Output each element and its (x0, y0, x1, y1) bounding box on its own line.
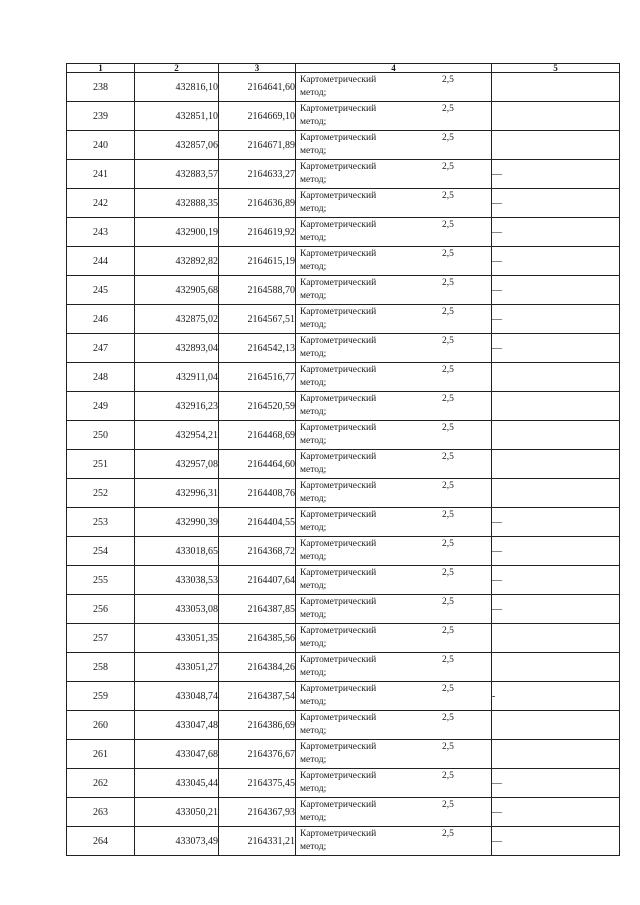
accuracy-value: 2,5 (442, 742, 454, 752)
coord-y: 2164376,67 (219, 740, 296, 769)
accuracy-value: 2,5 (442, 104, 454, 114)
point-number: 257 (67, 624, 135, 653)
note-cell: — (492, 218, 620, 247)
method-text: Картометрический метод; (300, 568, 377, 591)
method-cell (296, 450, 492, 479)
note-cell: — (492, 508, 620, 537)
coord-x: 433018,65 (135, 537, 219, 566)
method-cell (296, 595, 492, 624)
coord-y: 2164669,10 (219, 102, 296, 131)
header-col-2: 2 (135, 64, 219, 73)
coord-y: 2164671,89 (219, 131, 296, 160)
coord-x: 433047,68 (135, 740, 219, 769)
coord-x: 433048,74 (135, 682, 219, 711)
accuracy-value: 2,5 (442, 568, 454, 578)
table-row (67, 305, 620, 334)
coord-y: 2164615,19 (219, 247, 296, 276)
accuracy-value: 2,5 (442, 162, 454, 172)
method-text: Картометрический метод; (300, 655, 377, 678)
method-text: Картометрический метод; (300, 307, 377, 330)
coord-x: 433053,08 (135, 595, 219, 624)
method-text: Картометрический метод; (300, 278, 377, 301)
method-text: Картометрический метод; (300, 713, 377, 736)
point-number: 254 (67, 537, 135, 566)
table-row (67, 102, 620, 131)
coord-y: 2164387,85 (219, 595, 296, 624)
note-cell (492, 73, 620, 102)
accuracy-value: 2,5 (442, 510, 454, 520)
coord-x: 432851,10 (135, 102, 219, 131)
method-text: Картометрический метод; (300, 800, 377, 823)
point-number: 261 (67, 740, 135, 769)
method-text: Картометрический метод; (300, 626, 377, 649)
header-col-4: 4 (296, 64, 492, 73)
point-number: 256 (67, 595, 135, 624)
coord-x: 432954,21 (135, 421, 219, 450)
method-text: Картометрический метод; (300, 133, 377, 156)
point-number: 240 (67, 131, 135, 160)
accuracy-value: 2,5 (442, 684, 454, 694)
coord-y: 2164368,72 (219, 537, 296, 566)
table-row (67, 711, 620, 740)
table-row (67, 421, 620, 450)
coordinates-table (66, 63, 620, 856)
method-cell (296, 189, 492, 218)
coord-x: 432883,57 (135, 160, 219, 189)
method-cell (296, 566, 492, 595)
coord-x: 433045,44 (135, 769, 219, 798)
table-row (67, 450, 620, 479)
accuracy-value: 2,5 (442, 75, 454, 85)
accuracy-value: 2,5 (442, 394, 454, 404)
note-cell (492, 450, 620, 479)
coord-y: 2164567,51 (219, 305, 296, 334)
method-cell (296, 624, 492, 653)
method-cell (296, 682, 492, 711)
accuracy-value: 2,5 (442, 365, 454, 375)
method-cell (296, 73, 492, 102)
header-col-1: 1 (67, 64, 135, 73)
method-text: Картометрический метод; (300, 684, 377, 707)
accuracy-value: 2,5 (442, 133, 454, 143)
table-row (67, 334, 620, 363)
method-text: Картометрический метод; (300, 394, 377, 417)
table-row (67, 73, 620, 102)
note-cell: — (492, 566, 620, 595)
point-number: 248 (67, 363, 135, 392)
coord-y: 2164588,70 (219, 276, 296, 305)
method-cell (296, 102, 492, 131)
note-cell: — (492, 827, 620, 856)
method-text: Картометрический метод; (300, 742, 377, 765)
table-row (67, 189, 620, 218)
note-cell (492, 624, 620, 653)
point-number: 241 (67, 160, 135, 189)
accuracy-value: 2,5 (442, 423, 454, 433)
method-cell (296, 421, 492, 450)
header-row (67, 64, 620, 73)
table-row (67, 769, 620, 798)
method-cell (296, 334, 492, 363)
method-cell (296, 827, 492, 856)
table-row (67, 392, 620, 421)
coord-y: 2164468,69 (219, 421, 296, 450)
note-cell: - (492, 682, 620, 711)
method-cell (296, 363, 492, 392)
coord-x: 432892,82 (135, 247, 219, 276)
coord-x: 433051,27 (135, 653, 219, 682)
coord-y: 2164384,26 (219, 653, 296, 682)
point-number: 239 (67, 102, 135, 131)
point-number: 260 (67, 711, 135, 740)
header-col-3: 3 (219, 64, 296, 73)
note-cell (492, 131, 620, 160)
table-body (67, 73, 620, 856)
coord-y: 2164619,92 (219, 218, 296, 247)
coord-x: 433050,21 (135, 798, 219, 827)
point-number: 238 (67, 73, 135, 102)
point-number: 259 (67, 682, 135, 711)
coord-x: 432900,19 (135, 218, 219, 247)
note-cell (492, 740, 620, 769)
coord-y: 2164516,77 (219, 363, 296, 392)
method-text: Картометрический метод; (300, 452, 377, 475)
coord-y: 2164633,27 (219, 160, 296, 189)
accuracy-value: 2,5 (442, 655, 454, 665)
method-cell (296, 218, 492, 247)
method-text: Картометрический метод; (300, 423, 377, 446)
coord-y: 2164408,76 (219, 479, 296, 508)
point-number: 246 (67, 305, 135, 334)
method-text: Картометрический метод; (300, 539, 377, 562)
method-cell (296, 711, 492, 740)
method-cell (296, 479, 492, 508)
method-cell (296, 392, 492, 421)
coord-x: 432996,31 (135, 479, 219, 508)
note-cell: — (492, 334, 620, 363)
method-cell (296, 537, 492, 566)
method-text: Картометрический метод; (300, 249, 377, 272)
coord-x: 432888,35 (135, 189, 219, 218)
coord-x: 433038,53 (135, 566, 219, 595)
method-text: Картометрический метод; (300, 336, 377, 359)
coord-x: 432911,04 (135, 363, 219, 392)
accuracy-value: 2,5 (442, 800, 454, 810)
method-text: Картометрический метод; (300, 75, 377, 98)
table-row (67, 276, 620, 305)
note-cell: — (492, 305, 620, 334)
point-number: 258 (67, 653, 135, 682)
coord-x: 432816,10 (135, 73, 219, 102)
accuracy-value: 2,5 (442, 539, 454, 549)
point-number: 252 (67, 479, 135, 508)
coord-y: 2164636,89 (219, 189, 296, 218)
coord-y: 2164520,59 (219, 392, 296, 421)
coord-y: 2164367,93 (219, 798, 296, 827)
point-number: 249 (67, 392, 135, 421)
table-row (67, 740, 620, 769)
method-cell (296, 740, 492, 769)
point-number: 263 (67, 798, 135, 827)
table-row (67, 218, 620, 247)
method-cell (296, 247, 492, 276)
coord-x: 433051,35 (135, 624, 219, 653)
coord-x: 432857,06 (135, 131, 219, 160)
point-number: 243 (67, 218, 135, 247)
point-number: 253 (67, 508, 135, 537)
table-row (67, 160, 620, 189)
coord-x: 433047,48 (135, 711, 219, 740)
method-cell (296, 276, 492, 305)
method-text: Картометрический метод; (300, 220, 377, 243)
accuracy-value: 2,5 (442, 829, 454, 839)
point-number: 262 (67, 769, 135, 798)
accuracy-value: 2,5 (442, 336, 454, 346)
table-row (67, 827, 620, 856)
accuracy-value: 2,5 (442, 220, 454, 230)
accuracy-value: 2,5 (442, 481, 454, 491)
accuracy-value: 2,5 (442, 771, 454, 781)
note-cell (492, 421, 620, 450)
table-row (67, 798, 620, 827)
table-row (67, 595, 620, 624)
coord-y: 2164387,54 (219, 682, 296, 711)
method-text: Картометрический метод; (300, 104, 377, 127)
coord-x: 433073,49 (135, 827, 219, 856)
coord-y: 2164542,13 (219, 334, 296, 363)
point-number: 251 (67, 450, 135, 479)
method-cell (296, 508, 492, 537)
coord-x: 432893,04 (135, 334, 219, 363)
method-cell (296, 305, 492, 334)
table-row (67, 537, 620, 566)
accuracy-value: 2,5 (442, 249, 454, 259)
note-cell (492, 711, 620, 740)
table-row (67, 682, 620, 711)
method-text: Картометрический метод; (300, 597, 377, 620)
method-text: Картометрический метод; (300, 510, 377, 533)
point-number: 250 (67, 421, 135, 450)
accuracy-value: 2,5 (442, 307, 454, 317)
point-number: 244 (67, 247, 135, 276)
coord-y: 2164331,21 (219, 827, 296, 856)
table-row (67, 247, 620, 276)
note-cell: — (492, 247, 620, 276)
coord-x: 432875,02 (135, 305, 219, 334)
coord-y: 2164385,56 (219, 624, 296, 653)
note-cell: — (492, 189, 620, 218)
coord-y: 2164375,45 (219, 769, 296, 798)
table-row (67, 508, 620, 537)
coord-x: 432957,08 (135, 450, 219, 479)
accuracy-value: 2,5 (442, 713, 454, 723)
table-row (67, 624, 620, 653)
method-text: Картометрический метод; (300, 829, 377, 852)
coord-y: 2164641,60 (219, 73, 296, 102)
note-cell: — (492, 160, 620, 189)
point-number: 255 (67, 566, 135, 595)
note-cell: — (492, 276, 620, 305)
note-cell (492, 392, 620, 421)
header-col-5: 5 (492, 64, 620, 73)
note-cell: — (492, 537, 620, 566)
accuracy-value: 2,5 (442, 278, 454, 288)
coord-x: 432990,39 (135, 508, 219, 537)
method-cell (296, 653, 492, 682)
point-number: 245 (67, 276, 135, 305)
coord-y: 2164407,64 (219, 566, 296, 595)
coord-y: 2164464,60 (219, 450, 296, 479)
method-text: Картометрический метод; (300, 481, 377, 504)
note-cell: — (492, 769, 620, 798)
note-cell (492, 653, 620, 682)
table-row (67, 479, 620, 508)
table-row (67, 653, 620, 682)
point-number: 264 (67, 827, 135, 856)
method-cell (296, 769, 492, 798)
method-text: Картометрический метод; (300, 365, 377, 388)
method-cell (296, 131, 492, 160)
accuracy-value: 2,5 (442, 597, 454, 607)
table-row (67, 566, 620, 595)
method-text: Картометрический метод; (300, 162, 377, 185)
coord-x: 432916,23 (135, 392, 219, 421)
note-cell (492, 363, 620, 392)
method-text: Картометрический метод; (300, 191, 377, 214)
note-cell: — (492, 798, 620, 827)
note-cell: — (492, 595, 620, 624)
note-cell (492, 479, 620, 508)
coord-y: 2164404,55 (219, 508, 296, 537)
accuracy-value: 2,5 (442, 191, 454, 201)
accuracy-value: 2,5 (442, 626, 454, 636)
table-row (67, 363, 620, 392)
method-text: Картометрический метод; (300, 771, 377, 794)
table-row (67, 131, 620, 160)
method-cell (296, 160, 492, 189)
coord-y: 2164386,69 (219, 711, 296, 740)
coord-x: 432905,68 (135, 276, 219, 305)
note-cell (492, 102, 620, 131)
method-cell (296, 798, 492, 827)
point-number: 242 (67, 189, 135, 218)
point-number: 247 (67, 334, 135, 363)
accuracy-value: 2,5 (442, 452, 454, 462)
